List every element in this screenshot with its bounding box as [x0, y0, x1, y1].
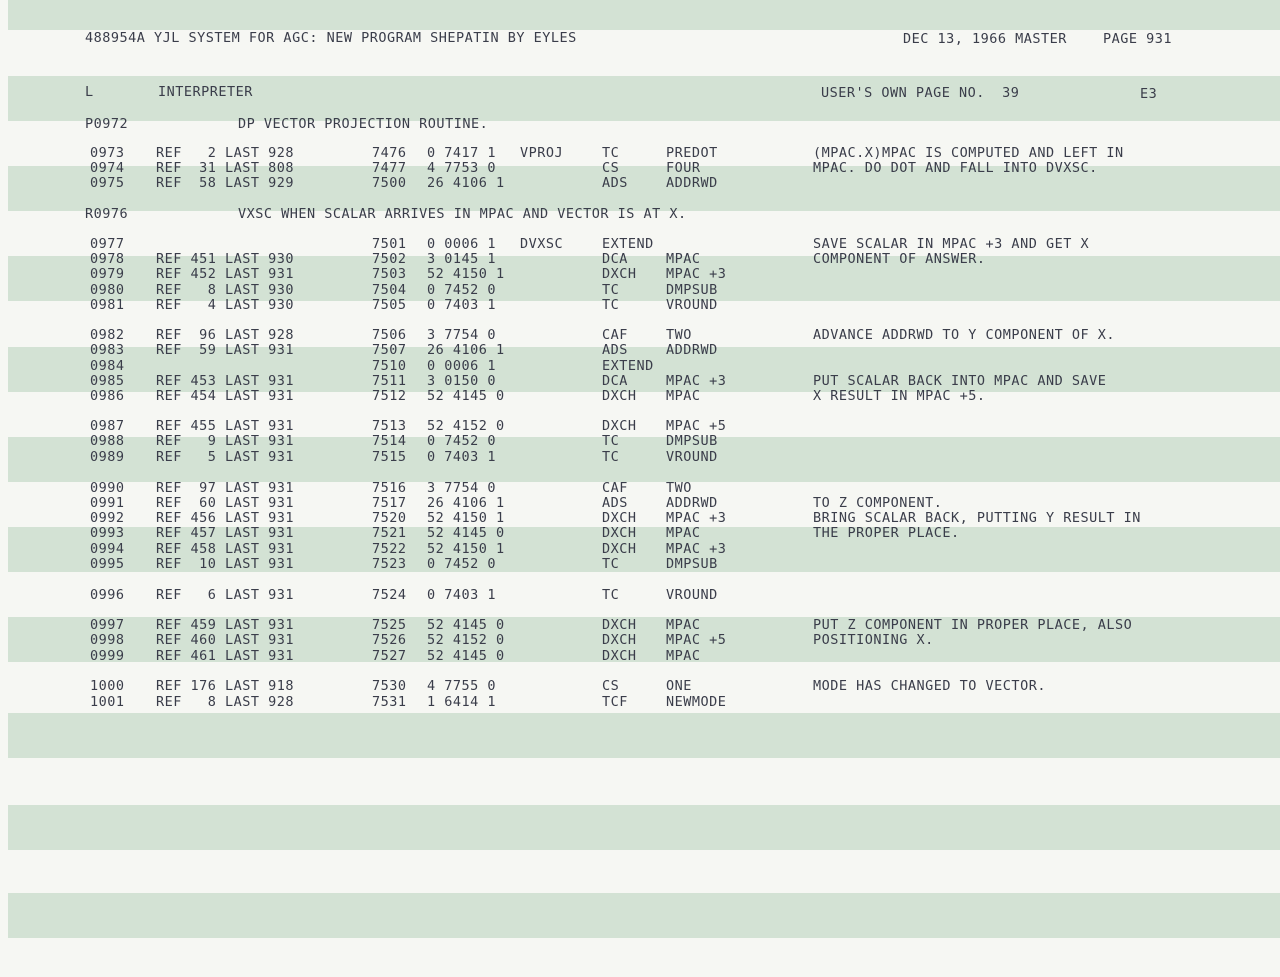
opcode: CS — [602, 678, 620, 694]
opcode: DCA — [602, 373, 628, 389]
opcode: DXCH — [602, 541, 637, 557]
ref-column: REF 58 LAST 929 — [156, 175, 295, 191]
machine-code: 52 4150 1 — [427, 266, 505, 282]
machine-code: 52 4145 0 — [427, 525, 505, 541]
remark-id: R0976 — [85, 206, 129, 222]
address-code: 7503 — [372, 266, 407, 282]
label-column: VPROJ — [520, 145, 564, 161]
operand: MPAC — [666, 617, 701, 633]
ref-column: REF 60 LAST 931 — [156, 495, 295, 511]
address-code: 7476 — [372, 145, 407, 161]
address-code: 7530 — [372, 678, 407, 694]
machine-code: 3 0145 1 — [427, 251, 497, 267]
machine-code: 3 7754 0 — [427, 480, 497, 496]
ref-column: REF 455 LAST 931 — [156, 418, 295, 434]
comment-text: X RESULT IN MPAC +5. — [813, 388, 986, 404]
comment-text: MODE HAS CHANGED TO VECTOR. — [813, 678, 1046, 694]
line-number: 0993 — [90, 525, 125, 541]
line-number: 0982 — [90, 327, 125, 343]
section-code: E3 — [1140, 86, 1158, 102]
address-code: 7531 — [372, 694, 407, 710]
machine-code: 0 0006 1 — [427, 358, 497, 374]
line-number: 0983 — [90, 342, 125, 358]
operand: MPAC +3 — [666, 266, 727, 282]
machine-code: 52 4145 0 — [427, 648, 505, 664]
machine-code: 4 7753 0 — [427, 160, 497, 176]
comment-text: PUT SCALAR BACK INTO MPAC AND SAVE — [813, 373, 1107, 389]
opcode: CAF — [602, 480, 628, 496]
operand: TWO — [666, 480, 692, 496]
line-number: 0994 — [90, 541, 125, 557]
operand: MPAC — [666, 648, 701, 664]
machine-code: 0 7403 1 — [427, 587, 497, 603]
opcode: DXCH — [602, 418, 637, 434]
line-number: 0991 — [90, 495, 125, 511]
address-code: 7511 — [372, 373, 407, 389]
opcode: CS — [602, 160, 620, 176]
remark-text: VXSC WHEN SCALAR ARRIVES IN MPAC AND VECTOR IS AT X. — [238, 206, 687, 222]
address-code: 7526 — [372, 632, 407, 648]
paper-band — [8, 893, 1280, 938]
address-code: 7523 — [372, 556, 407, 572]
opcode: DXCH — [602, 510, 637, 526]
address-code: 7520 — [372, 510, 407, 526]
opcode: TC — [602, 433, 620, 449]
machine-code: 26 4106 1 — [427, 495, 505, 511]
comment-text: ADVANCE ADDRWD TO Y COMPONENT OF X. — [813, 327, 1115, 343]
operand: MPAC — [666, 525, 701, 541]
ref-column: REF 459 LAST 931 — [156, 617, 295, 633]
machine-code: 3 0150 0 — [427, 373, 497, 389]
line-number: 0975 — [90, 175, 125, 191]
opcode: TCF — [602, 694, 628, 710]
opcode: DXCH — [602, 632, 637, 648]
opcode: EXTEND — [602, 358, 654, 374]
comment-text: POSITIONING X. — [813, 632, 934, 648]
machine-code: 52 4152 0 — [427, 632, 505, 648]
opcode: DXCH — [602, 266, 637, 282]
operand: FOUR — [666, 160, 701, 176]
ref-column: REF 9 LAST 931 — [156, 433, 295, 449]
address-code: 7513 — [372, 418, 407, 434]
listing-header-date: DEC 13, 1966 MASTER — [903, 31, 1067, 47]
ref-column: REF 176 LAST 918 — [156, 678, 295, 694]
ref-column: REF 10 LAST 931 — [156, 556, 295, 572]
line-number: 0973 — [90, 145, 125, 161]
users-page-number: USER'S OWN PAGE NO. 39 — [821, 85, 1020, 101]
opcode: DCA — [602, 251, 628, 267]
operand: ADDRWD — [666, 175, 718, 191]
ref-column: REF 8 LAST 930 — [156, 282, 295, 298]
operand: VROUND — [666, 587, 718, 603]
paper-band — [8, 805, 1280, 850]
machine-code: 0 7452 0 — [427, 433, 497, 449]
operand: TWO — [666, 327, 692, 343]
address-code: 7516 — [372, 480, 407, 496]
line-number: 1000 — [90, 678, 125, 694]
address-code: 7477 — [372, 160, 407, 176]
machine-code: 4 7755 0 — [427, 678, 497, 694]
label-column: DVXSC — [520, 236, 564, 252]
operand: MPAC +3 — [666, 373, 727, 389]
address-code: 7525 — [372, 617, 407, 633]
line-number: 0989 — [90, 449, 125, 465]
line-number: 0990 — [90, 480, 125, 496]
address-code: 7505 — [372, 297, 407, 313]
operand: MPAC +3 — [666, 510, 727, 526]
machine-code: 0 7452 0 — [427, 556, 497, 572]
address-code: 7506 — [372, 327, 407, 343]
address-code: 7522 — [372, 541, 407, 557]
address-code: 7517 — [372, 495, 407, 511]
operand: MPAC +5 — [666, 632, 727, 648]
comment-text: TO Z COMPONENT. — [813, 495, 943, 511]
line-number: 0996 — [90, 587, 125, 603]
operand: ONE — [666, 678, 692, 694]
ref-column: REF 2 LAST 928 — [156, 145, 295, 161]
comment-text: COMPONENT OF ANSWER. — [813, 251, 986, 267]
line-number: 0988 — [90, 433, 125, 449]
ref-column: REF 6 LAST 931 — [156, 587, 295, 603]
machine-code: 0 7452 0 — [427, 282, 497, 298]
machine-code: 3 7754 0 — [427, 327, 497, 343]
address-code: 7510 — [372, 358, 407, 374]
opcode: DXCH — [602, 648, 637, 664]
ref-column: REF 97 LAST 931 — [156, 480, 295, 496]
operand: DMPSUB — [666, 556, 718, 572]
opcode: TC — [602, 297, 620, 313]
opcode: CAF — [602, 327, 628, 343]
line-number: 0974 — [90, 160, 125, 176]
line-number: 0987 — [90, 418, 125, 434]
comment-text: THE PROPER PLACE. — [813, 525, 960, 541]
machine-code: 0 7403 1 — [427, 449, 497, 465]
ref-column: REF 453 LAST 931 — [156, 373, 295, 389]
ref-column: REF 456 LAST 931 — [156, 510, 295, 526]
ref-column: REF 451 LAST 930 — [156, 251, 295, 267]
operand: MPAC +5 — [666, 418, 727, 434]
paper-band — [8, 0, 1280, 30]
section-mark: L — [85, 84, 94, 100]
line-number: 0998 — [90, 632, 125, 648]
ref-column: REF 5 LAST 931 — [156, 449, 295, 465]
address-code: 7501 — [372, 236, 407, 252]
machine-code: 52 4150 1 — [427, 510, 505, 526]
opcode: TC — [602, 449, 620, 465]
ref-column: REF 59 LAST 931 — [156, 342, 295, 358]
machine-code: 52 4152 0 — [427, 418, 505, 434]
line-number: 0981 — [90, 297, 125, 313]
ref-column: REF 96 LAST 928 — [156, 327, 295, 343]
operand: DMPSUB — [666, 282, 718, 298]
machine-code: 52 4145 0 — [427, 617, 505, 633]
opcode: DXCH — [602, 617, 637, 633]
comment-text: MPAC. DO DOT AND FALL INTO DVXSC. — [813, 160, 1098, 176]
address-code: 7500 — [372, 175, 407, 191]
opcode: ADS — [602, 495, 628, 511]
ref-column: REF 458 LAST 931 — [156, 541, 295, 557]
opcode: ADS — [602, 175, 628, 191]
ref-column: REF 8 LAST 928 — [156, 694, 295, 710]
opcode: TC — [602, 587, 620, 603]
address-code: 7515 — [372, 449, 407, 465]
listing-page-number: PAGE 931 — [1103, 31, 1173, 47]
ref-column: REF 452 LAST 931 — [156, 266, 295, 282]
line-number: 0992 — [90, 510, 125, 526]
remark-text: DP VECTOR PROJECTION ROUTINE. — [238, 116, 489, 132]
line-number: 0985 — [90, 373, 125, 389]
machine-code: 26 4106 1 — [427, 342, 505, 358]
ref-column: REF 454 LAST 931 — [156, 388, 295, 404]
line-number: 0999 — [90, 648, 125, 664]
address-code: 7514 — [372, 433, 407, 449]
machine-code: 0 0006 1 — [427, 236, 497, 252]
line-number: 0980 — [90, 282, 125, 298]
operand: DMPSUB — [666, 433, 718, 449]
address-code: 7507 — [372, 342, 407, 358]
machine-code: 52 4150 1 — [427, 541, 505, 557]
address-code: 7524 — [372, 587, 407, 603]
opcode: TC — [602, 145, 620, 161]
operand: MPAC — [666, 251, 701, 267]
paper-band — [8, 713, 1280, 758]
machine-code: 0 7403 1 — [427, 297, 497, 313]
line-number: 0984 — [90, 358, 125, 374]
section-title: INTERPRETER — [158, 84, 253, 100]
operand: MPAC — [666, 388, 701, 404]
line-number: 1001 — [90, 694, 125, 710]
machine-code: 1 6414 1 — [427, 694, 497, 710]
opcode: DXCH — [602, 388, 637, 404]
opcode: ADS — [602, 342, 628, 358]
operand: NEWMODE — [666, 694, 727, 710]
machine-code: 26 4106 1 — [427, 175, 505, 191]
line-number: 0995 — [90, 556, 125, 572]
address-code: 7504 — [372, 282, 407, 298]
comment-text: BRING SCALAR BACK, PUTTING Y RESULT IN — [813, 510, 1141, 526]
operand: PREDOT — [666, 145, 718, 161]
address-code: 7512 — [372, 388, 407, 404]
line-number: 0986 — [90, 388, 125, 404]
address-code: 7502 — [372, 251, 407, 267]
line-number: 0978 — [90, 251, 125, 267]
opcode: DXCH — [602, 525, 637, 541]
line-number: 0977 — [90, 236, 125, 252]
operand: ADDRWD — [666, 495, 718, 511]
opcode: TC — [602, 282, 620, 298]
remark-id: P0972 — [85, 116, 129, 132]
operand: ADDRWD — [666, 342, 718, 358]
operand: VROUND — [666, 297, 718, 313]
ref-column: REF 460 LAST 931 — [156, 632, 295, 648]
line-number: 0979 — [90, 266, 125, 282]
comment-text: SAVE SCALAR IN MPAC +3 AND GET X — [813, 236, 1090, 252]
machine-code: 52 4145 0 — [427, 388, 505, 404]
comment-text: PUT Z COMPONENT IN PROPER PLACE, ALSO — [813, 617, 1133, 633]
comment-text: (MPAC.X)MPAC IS COMPUTED AND LEFT IN — [813, 145, 1124, 161]
operand: MPAC +3 — [666, 541, 727, 557]
operand: VROUND — [666, 449, 718, 465]
opcode: TC — [602, 556, 620, 572]
address-code: 7527 — [372, 648, 407, 664]
line-number: 0997 — [90, 617, 125, 633]
listing-header-title: 488954A YJL SYSTEM FOR AGC: NEW PROGRAM SHEPATIN BY EYLES — [85, 30, 577, 46]
ref-column: REF 457 LAST 931 — [156, 525, 295, 541]
ref-column: REF 461 LAST 931 — [156, 648, 295, 664]
machine-code: 0 7417 1 — [427, 145, 497, 161]
opcode: EXTEND — [602, 236, 654, 252]
ref-column: REF 4 LAST 930 — [156, 297, 295, 313]
ref-column: REF 31 LAST 808 — [156, 160, 295, 176]
address-code: 7521 — [372, 525, 407, 541]
